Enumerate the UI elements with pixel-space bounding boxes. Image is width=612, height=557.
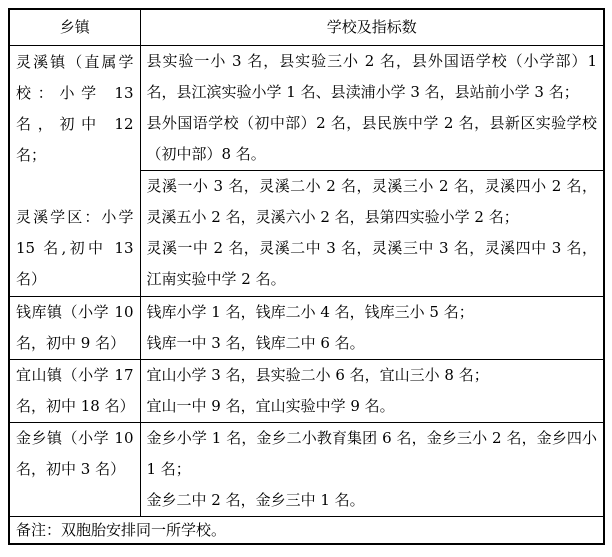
- header-schools: 学校及指标数: [140, 9, 604, 46]
- qianku-primary: 钱库小学 1 名，钱库二小 4 名，钱库三小 5 名；: [146, 303, 474, 321]
- lingxi-district-primary: 灵溪一小 3 名，灵溪二小 2 名，灵溪三小 2 名，灵溪四小 2 名，灵溪五小 2 名，灵溪六小 2 名，县第四实验小学 2 名；: [146, 177, 597, 226]
- township-cell-jinxiang: [9, 423, 140, 517]
- note-text: 备注：双胞胎安排同一所学校。: [16, 521, 227, 539]
- schools-cell-qianku: [140, 297, 604, 360]
- school-quota-table: [8, 8, 605, 545]
- jinxiang-township: 金乡镇（小学 10 名，初中 3 名）: [16, 429, 134, 478]
- schools-cell-lingxi-district: [140, 171, 604, 297]
- lingxi-township-line-1: 灵溪镇（直属学校：小学 13 名，初中 12 名；: [16, 53, 134, 164]
- table-header-row: [9, 9, 604, 46]
- table-row-yishan: [9, 360, 604, 423]
- yishan-junior: 宜山一中 9 名，宜山实验中学 9 名。: [146, 397, 395, 415]
- lingxi-township-line-2: 灵溪学区：小学 15 名,初中 13 名）: [16, 208, 134, 288]
- jinxiang-junior: 金乡二中 2 名，金乡三中 1 名。: [146, 491, 365, 509]
- township-cell-yishan: [9, 360, 140, 423]
- table-row-note: [9, 517, 604, 545]
- yishan-township: 宜山镇（小学 17 名，初中 18 名）: [16, 366, 135, 415]
- lingxi-direct-primary: 县实验一小 3 名，县实验三小 2 名，县外国语学校（小学部）1 名，县江滨实验小学 1 名、县渎浦小学 3 名，县站前小学 3 名；: [146, 52, 597, 101]
- township-cell-lingxi: [9, 46, 140, 297]
- schools-cell-lingxi-direct: [140, 46, 604, 171]
- schools-cell-yishan: [140, 360, 604, 423]
- township-cell-qianku: [9, 297, 140, 360]
- table-row-qianku: [9, 297, 604, 360]
- schools-cell-jinxiang: [140, 423, 604, 517]
- qianku-township: 钱库镇（小学 10 名，初中 9 名）: [16, 303, 134, 352]
- table-row-lingxi-direct: [9, 46, 604, 171]
- qianku-junior: 钱库一中 3 名，钱库二中 6 名。: [146, 334, 365, 352]
- lingxi-direct-junior: 县外国语学校（初中部）2 名，县民族中学 2 名，县新区实验学校（初中部）8 名。: [146, 114, 597, 163]
- yishan-primary: 宜山小学 3 名，县实验二小 6 名，宜山三小 8 名；: [146, 366, 489, 384]
- school-quota-document: [8, 8, 605, 545]
- note-cell: [9, 517, 604, 545]
- header-township: 乡镇: [9, 9, 140, 46]
- lingxi-district-junior: 灵溪一中 2 名，灵溪二中 3 名，灵溪三中 3 名，灵溪四中 3 名，江南实验中学 2 名。: [146, 239, 597, 288]
- table-row-jinxiang: [9, 423, 604, 517]
- jinxiang-primary: 金乡小学 1 名，金乡二小教育集团 6 名，金乡三小 2 名，金乡四小 1 名；: [146, 429, 597, 478]
